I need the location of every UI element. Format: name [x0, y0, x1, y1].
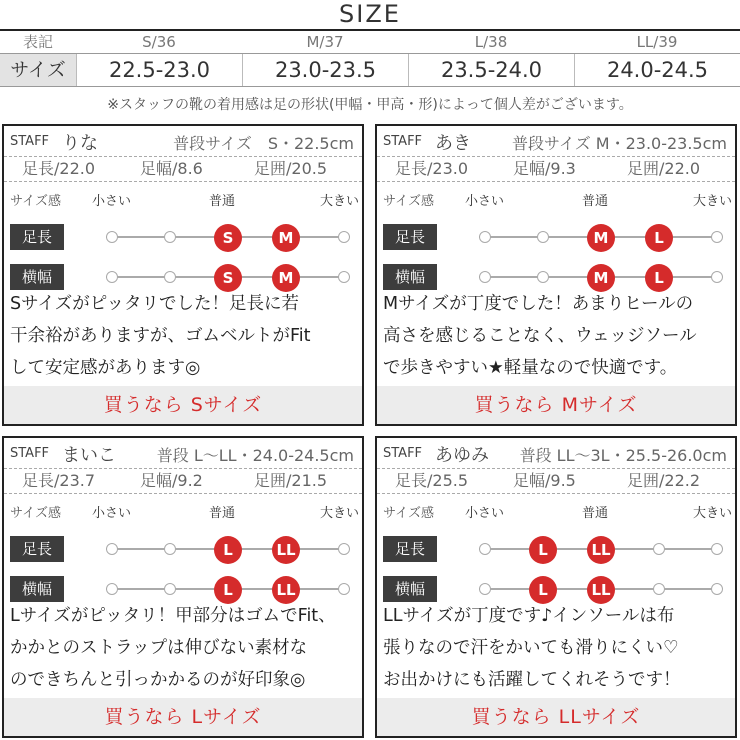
card-header: [4, 128, 362, 156]
foot-measurements: [4, 156, 362, 182]
size-mark: M: [587, 224, 615, 252]
size-value-cell: 22.5-23.0: [76, 54, 242, 86]
slider-dot: [338, 271, 350, 283]
page-title: SIZE: [339, 0, 401, 28]
usual-size: 普段サイズ M・23.0-23.5cm: [511, 134, 727, 153]
fit-scale-labels: [4, 502, 362, 524]
foot-girth: 足囲/20.5: [254, 159, 328, 178]
fit-slider-length: [383, 536, 740, 562]
slider-dot: [338, 543, 350, 555]
size-mark: L: [645, 224, 673, 252]
size-mark: LL: [587, 576, 615, 604]
comment-line: のできちんと引っかかるのが好印象◎: [10, 670, 306, 690]
fit-slider-length: [10, 536, 370, 562]
scale-mid: 普通: [582, 506, 609, 521]
slider-dot: [479, 271, 491, 283]
slider-dot: [164, 583, 176, 595]
slider-dot: [338, 583, 350, 595]
scale-low: 小さい: [92, 194, 132, 209]
size-mark: LL: [587, 536, 615, 564]
slider-label: 横幅: [10, 264, 64, 290]
size-mark: L: [529, 576, 557, 604]
comment-line: かかとのストラップは伸びない素材な: [10, 638, 308, 658]
size-value-cell: 23.5-24.0: [408, 54, 574, 86]
slider-dot: [653, 543, 665, 555]
usual-size: 普段 LL〜3L・25.5-26.0cm: [519, 446, 727, 465]
comment-line: で歩きやすい★軽量なので快適です。: [383, 358, 678, 378]
staff-comment: [10, 288, 360, 384]
staff-name: まいこ: [62, 445, 116, 466]
card-header: [377, 440, 735, 468]
staff-comment: [10, 600, 360, 696]
scale-low: 小さい: [465, 506, 505, 521]
fit-slider-length: [383, 224, 740, 250]
recommend-size: 買うなら Lサイズ: [4, 698, 362, 736]
scale-high: 大きい: [693, 194, 733, 209]
staff-tag: STAFF: [383, 134, 423, 149]
slider-dot: [106, 583, 118, 595]
slider-dot: [711, 583, 723, 595]
slider-label: 足長: [10, 536, 64, 562]
foot-length: 足長/22.0: [22, 159, 96, 178]
slider-dot: [164, 271, 176, 283]
scale-low: 小さい: [92, 506, 132, 521]
size-mark: M: [272, 264, 300, 292]
slider-dot: [653, 583, 665, 595]
foot-width: 足幅/9.3: [513, 159, 576, 178]
usual-size: 普段サイズ S・22.5cm: [173, 134, 354, 153]
foot-length: 足長/23.7: [22, 471, 96, 490]
comment-line: して安定感があります◎: [10, 358, 201, 378]
foot-measurements: [377, 468, 735, 494]
size-header-cell: M/37: [306, 33, 344, 51]
foot-girth: 足囲/22.2: [627, 471, 701, 490]
size-mark: L: [214, 576, 242, 604]
staff-card-ayumi: [375, 436, 737, 738]
slider-label: 足長: [383, 536, 437, 562]
staff-name: りな: [62, 133, 98, 154]
comment-line: Lサイズがピッタリ！甲部分はゴムでFit、: [10, 606, 336, 626]
recommend-size: 買うなら LLサイズ: [377, 698, 735, 736]
foot-measurements: [4, 468, 362, 494]
size-table-header: [0, 31, 740, 53]
fit-note: ※スタッフの靴の着用感は足の形状(甲幅・甲高・形)によって個人差がございます。: [107, 97, 633, 113]
slider-dot: [711, 231, 723, 243]
fit-slider-width: [383, 264, 740, 290]
size-header-label: 表記: [22, 33, 53, 51]
size-header-cell: LL/39: [636, 33, 678, 51]
recommend-size: 買うなら Sサイズ: [4, 386, 362, 424]
size-value-cell: 23.0-23.5: [242, 54, 408, 86]
card-header: [4, 440, 362, 468]
slider-dot: [164, 231, 176, 243]
size-mark: LL: [272, 576, 300, 604]
fit-scale-labels: [377, 190, 735, 212]
foot-girth: 足囲/22.0: [627, 159, 701, 178]
scale-kind: サイズ感: [10, 506, 61, 521]
comment-line: 高さを感じることなく、ウェッジソール: [383, 326, 697, 346]
usual-size: 普段 L〜LL・24.0-24.5cm: [156, 446, 354, 465]
size-mark: L: [214, 536, 242, 564]
staff-name: あき: [435, 133, 471, 154]
card-header: [377, 128, 735, 156]
scale-high: 大きい: [320, 194, 360, 209]
slider-dot: [479, 543, 491, 555]
scale-high: 大きい: [320, 506, 360, 521]
size-mark: L: [645, 264, 673, 292]
size-header-cell: S/36: [142, 33, 176, 51]
scale-high: 大きい: [693, 506, 733, 521]
slider-dot: [106, 231, 118, 243]
slider-dot: [711, 543, 723, 555]
size-mark: S: [214, 224, 242, 252]
staff-card-rina: [2, 124, 364, 426]
scale-kind: サイズ感: [383, 194, 434, 209]
slider-dot: [479, 583, 491, 595]
scale-mid: 普通: [209, 506, 236, 521]
slider-label: 足長: [383, 224, 437, 250]
scale-kind: サイズ感: [383, 506, 434, 521]
fit-slider-width: [10, 576, 370, 602]
scale-mid: 普通: [582, 194, 609, 209]
staff-comment: [383, 600, 733, 696]
staff-tag: STAFF: [10, 134, 50, 149]
size-table: [0, 31, 740, 87]
size-mark: L: [529, 536, 557, 564]
staff-tag: STAFF: [383, 446, 423, 461]
staff-card-aki: [375, 124, 737, 426]
scale-kind: サイズ感: [10, 194, 61, 209]
staff-name: あゆみ: [435, 445, 489, 466]
recommend-size: 買うなら Mサイズ: [377, 386, 735, 424]
comment-line: 張りなので汗をかいても滑りにくい♡: [383, 638, 679, 658]
size-mark: M: [587, 264, 615, 292]
comment-line: 干余裕がありますが、ゴムベルトがFit: [10, 326, 311, 346]
slider-dot: [106, 543, 118, 555]
comment-line: LLサイズが丁度です♪インソールは布: [383, 606, 675, 626]
size-table-row: [0, 53, 740, 87]
foot-width: 足幅/8.6: [140, 159, 203, 178]
scale-mid: 普通: [209, 194, 236, 209]
slider-label: 横幅: [383, 576, 437, 602]
size-value-cell: 24.0-24.5: [574, 54, 740, 86]
size-mark: S: [214, 264, 242, 292]
foot-width: 足幅/9.2: [140, 471, 203, 490]
staff-comment: [383, 288, 733, 384]
foot-length: 足長/25.5: [395, 471, 469, 490]
foot-width: 足幅/9.5: [513, 471, 576, 490]
staff-card-maiko: [2, 436, 364, 738]
scale-low: 小さい: [465, 194, 505, 209]
size-row-label: サイズ: [0, 54, 76, 86]
slider-dot: [479, 231, 491, 243]
slider-dot: [537, 231, 549, 243]
comment-line: Sサイズがピッタリでした！足長に若: [10, 294, 300, 314]
slider-label: 横幅: [383, 264, 437, 290]
comment-line: Mサイズが丁度でした！あまりヒールの: [383, 294, 694, 314]
slider-dot: [164, 543, 176, 555]
foot-measurements: [377, 156, 735, 182]
size-mark: LL: [272, 536, 300, 564]
size-header-cell: L/38: [474, 33, 508, 51]
slider-dot: [338, 231, 350, 243]
slider-dot: [537, 271, 549, 283]
slider-label: 足長: [10, 224, 64, 250]
slider-label: 横幅: [10, 576, 64, 602]
staff-tag: STAFF: [10, 446, 50, 461]
slider-dot: [711, 271, 723, 283]
slider-dot: [106, 271, 118, 283]
fit-slider-width: [383, 576, 740, 602]
size-mark: M: [272, 224, 300, 252]
foot-girth: 足囲/21.5: [254, 471, 328, 490]
fit-scale-labels: [4, 190, 362, 212]
comment-line: お出かけにも活躍してくれそうです！: [383, 670, 681, 690]
foot-length: 足長/23.0: [395, 159, 469, 178]
fit-slider-width: [10, 264, 370, 290]
fit-slider-length: [10, 224, 370, 250]
fit-scale-labels: [377, 502, 735, 524]
